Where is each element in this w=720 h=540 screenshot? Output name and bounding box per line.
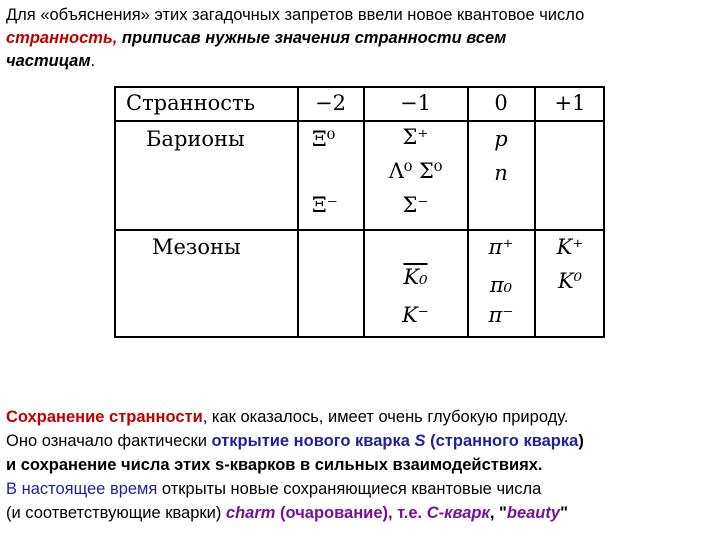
present-time-term: В настоящее время: [6, 480, 158, 498]
baryon-xi0: Ξ⁰: [312, 127, 336, 151]
conclusion-line-4-rest: открыты новые сохраняющиеся квантовые числа: [157, 480, 542, 498]
intro-line-1: Для «объяснения» этих загадочных запретов ввели новое квантовое число: [6, 6, 585, 24]
header-minus-1: −1: [400, 91, 431, 115]
particles-term: частицам: [6, 52, 91, 70]
header-strangeness: Странность: [126, 91, 256, 115]
conclusion-line-1: [6, 405, 718, 429]
intro-line-3: [6, 50, 716, 73]
table-divider: [116, 120, 603, 122]
charm-term: charm: [225, 504, 276, 522]
meson-k0-bar: [364, 264, 467, 290]
intro-paragraph: [6, 4, 716, 73]
conservation-term: Сохранение странности: [6, 408, 203, 426]
closing-paren: ): [578, 432, 584, 450]
table-divider: [297, 88, 299, 336]
beauty-close-quote: ": [560, 504, 568, 522]
baryon-sigma-plus: Σ⁺: [402, 125, 429, 149]
baryon-sigma-minus: Σ⁻: [402, 193, 429, 217]
new-quark-term: открытие нового кварка: [211, 432, 415, 450]
meson-pi0: π₀: [489, 273, 513, 297]
baryon-lambda-sigma0: Λ⁰ Σ⁰: [388, 159, 443, 183]
header-zero: 0: [494, 91, 508, 115]
baryon-proton: p: [494, 127, 508, 151]
intro-period: .: [90, 52, 96, 70]
table-divider: [116, 229, 603, 231]
strangeness-table: [114, 86, 605, 338]
conclusion-line-2: [6, 429, 718, 453]
charm-explanation: (очарование), т.е.: [275, 504, 427, 522]
c-quark-term: С-кварк: [426, 504, 490, 522]
meson-k0-bar-text: K₀: [403, 265, 428, 289]
conclusion-paragraph: [6, 405, 718, 525]
conclusion-line-3: и сохранение числа этих s-кварков в сильных взаимодействиях.: [6, 456, 543, 474]
baryon-neutron: n: [494, 161, 508, 185]
strange-quark-term: (странного кварка: [425, 432, 579, 450]
meson-k0: K⁰: [557, 269, 583, 293]
beauty-term: beauty: [506, 504, 561, 522]
baryons-label: Барионы: [146, 127, 245, 151]
conclusion-line-5-start: (и соответствующие кварки): [6, 504, 226, 522]
beauty-open-quote: , ": [489, 504, 507, 522]
header-minus-2: −2: [315, 91, 346, 115]
header-plus-1: +1: [554, 91, 586, 115]
conclusion-line-2-start: Оно означало фактически: [6, 432, 212, 450]
s-quark-letter: S: [414, 432, 426, 450]
meson-pi-plus: π⁺: [488, 235, 514, 259]
table-divider: [534, 88, 536, 336]
strangeness-term: странность,: [6, 29, 118, 47]
intro-line-2-rest: приписав нужные значения странности всем: [117, 29, 507, 47]
conclusion-line-4: [6, 477, 718, 501]
meson-k-plus: K⁺: [556, 235, 584, 259]
conclusion-line-1-rest: , как оказалось, имеет очень глубокую природу.: [202, 408, 569, 426]
meson-pi-minus: π⁻: [488, 303, 514, 327]
mesons-label: Мезоны: [152, 235, 241, 259]
baryon-xi-minus: Ξ⁻: [312, 193, 338, 217]
intro-line-2: [6, 27, 716, 50]
conclusion-line-5: [6, 501, 718, 525]
meson-k-minus: K⁻: [402, 303, 429, 327]
